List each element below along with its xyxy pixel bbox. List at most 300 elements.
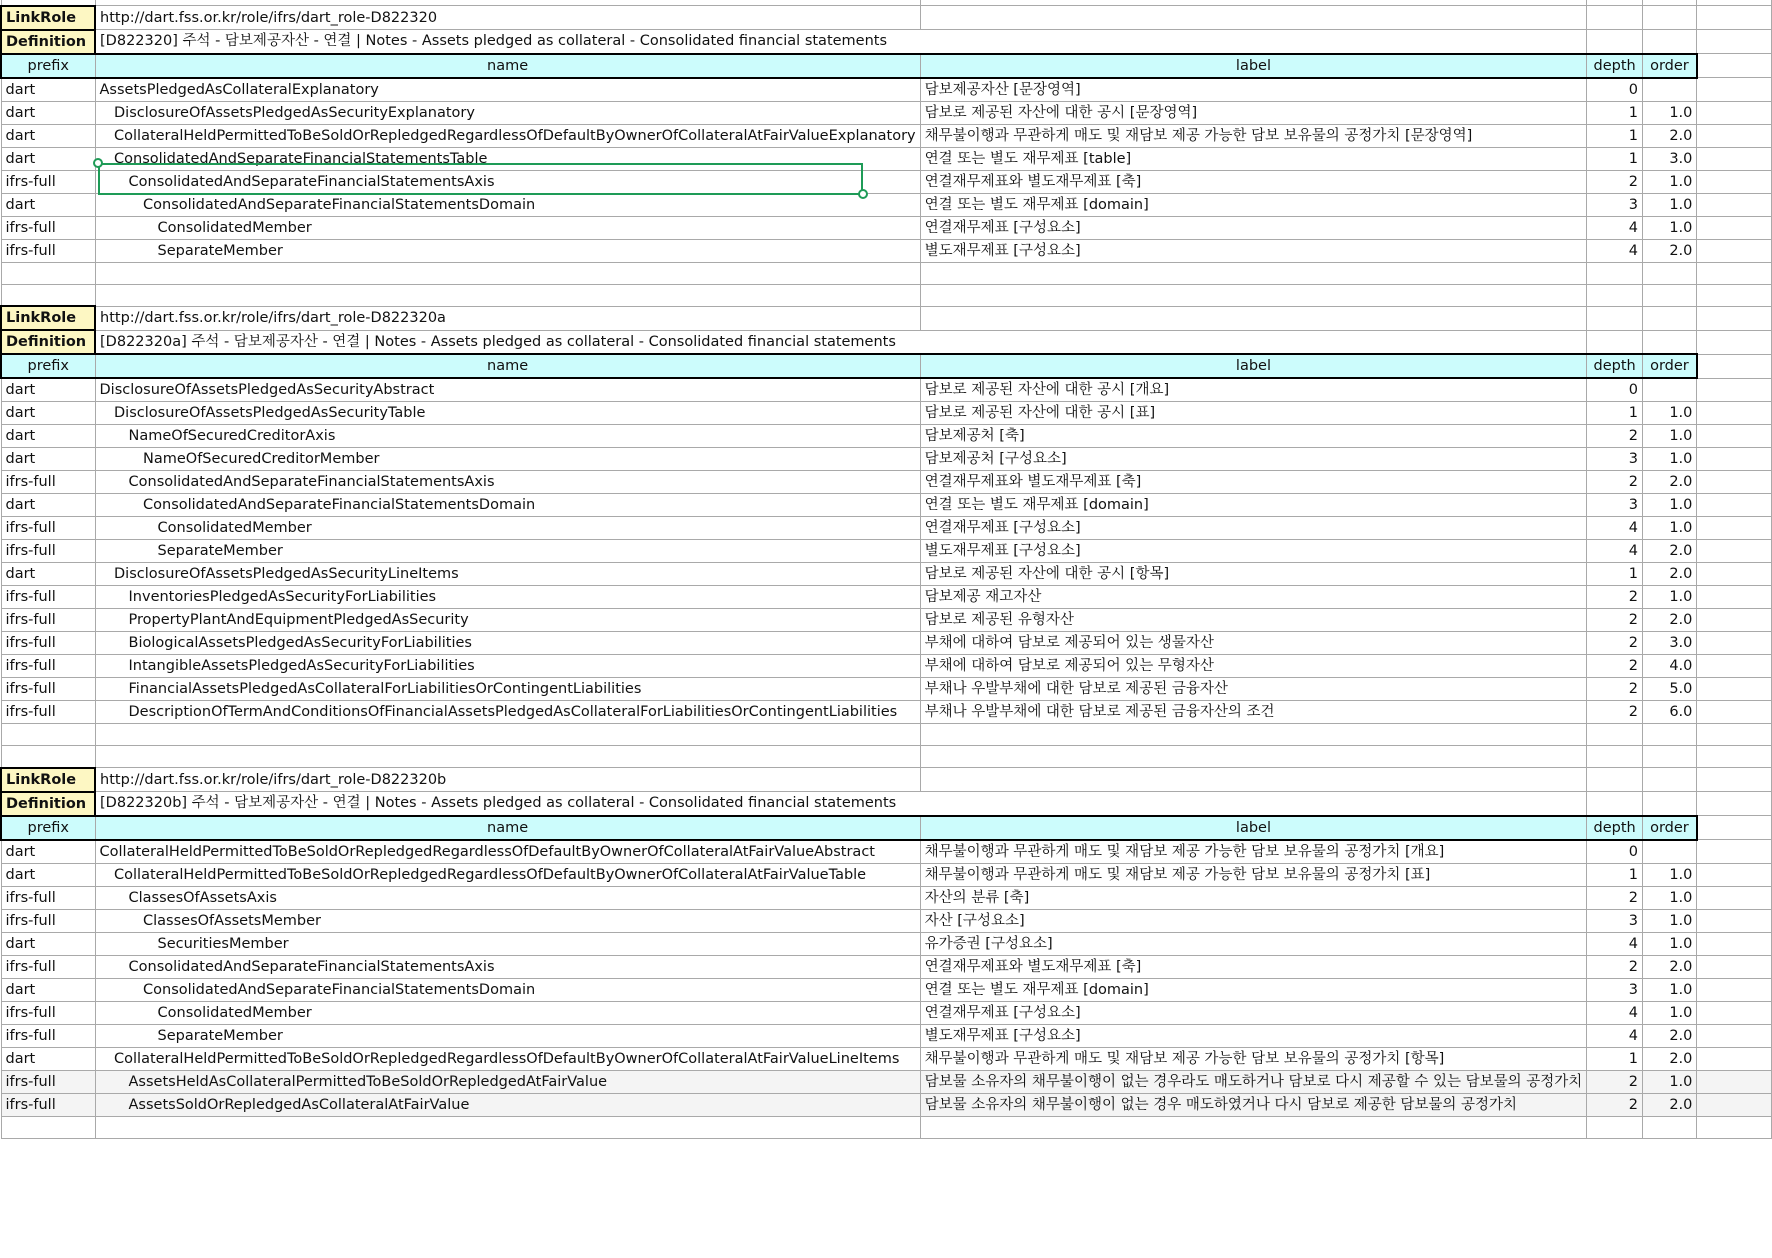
empty-cell[interactable]	[1643, 284, 1697, 306]
prefix-cell[interactable]: dart	[1, 563, 95, 586]
empty-cell[interactable]	[1697, 632, 1772, 655]
empty-cell[interactable]	[1697, 909, 1772, 932]
label-cell[interactable]: 연결재무제표 [구성요소]	[920, 517, 1587, 540]
label-cell[interactable]: 채무불이행과 무관하게 매도 및 재담보 제공 가능한 담보 보유물의 공정가치 [표]	[920, 863, 1587, 886]
empty-cell[interactable]	[1697, 1116, 1772, 1138]
depth-cell[interactable]: 4	[1587, 932, 1643, 955]
name-cell[interactable]	[95, 863, 920, 886]
empty-cell[interactable]	[920, 746, 1587, 768]
table-row[interactable]	[1, 239, 1772, 262]
label-cell[interactable]: 자산 [구성요소]	[920, 909, 1587, 932]
label-cell[interactable]: 담보제공 재고자산	[920, 586, 1587, 609]
label-cell[interactable]: 담보로 제공된 자산에 대한 공시 [표]	[920, 402, 1587, 425]
prefix-cell[interactable]: ifrs-full	[1, 540, 95, 563]
empty-cell[interactable]	[1643, 792, 1697, 816]
empty-cell[interactable]	[1697, 78, 1772, 102]
empty-cell[interactable]	[95, 262, 920, 284]
empty-cell[interactable]	[920, 306, 1587, 330]
table-row[interactable]	[1, 425, 1772, 448]
table-row[interactable]	[1, 78, 1772, 102]
name-cell[interactable]	[95, 586, 920, 609]
prefix-cell[interactable]: ifrs-full	[1, 1001, 95, 1024]
empty-cell[interactable]	[1697, 724, 1772, 746]
order-cell[interactable]: 2.0	[1643, 239, 1697, 262]
table-row[interactable]	[1, 955, 1772, 978]
depth-cell[interactable]: 3	[1587, 494, 1643, 517]
empty-cell[interactable]	[1587, 1116, 1643, 1138]
prefix-cell[interactable]: dart	[1, 124, 95, 147]
label-cell[interactable]: 담보제공자산 [문장영역]	[920, 78, 1587, 102]
empty-cell[interactable]	[1697, 863, 1772, 886]
empty-cell[interactable]	[920, 768, 1587, 792]
table-row[interactable]	[1, 1001, 1772, 1024]
empty-cell[interactable]	[1697, 448, 1772, 471]
name-cell[interactable]	[95, 563, 920, 586]
depth-cell[interactable]: 0	[1587, 840, 1643, 864]
depth-cell[interactable]: 3	[1587, 448, 1643, 471]
linkrole-value-cell[interactable]: http://dart.fss.or.kr/role/ifrs/dart_role-D822320	[95, 6, 920, 30]
empty-cell[interactable]	[1697, 378, 1772, 402]
depth-cell[interactable]: 1	[1587, 1047, 1643, 1070]
name-cell[interactable]	[95, 124, 920, 147]
table-row[interactable]	[1, 586, 1772, 609]
empty-cell[interactable]	[1697, 193, 1772, 216]
definition-key-cell[interactable]: Definition	[1, 330, 95, 354]
label-cell[interactable]: 담보로 제공된 자산에 대한 공시 [개요]	[920, 378, 1587, 402]
depth-cell[interactable]: 0	[1587, 378, 1643, 402]
table-row[interactable]	[1, 978, 1772, 1001]
empty-cell[interactable]	[1697, 840, 1772, 864]
name-cell[interactable]	[95, 701, 920, 724]
order-cell[interactable]: 1.0	[1643, 216, 1697, 239]
name-cell[interactable]	[95, 425, 920, 448]
prefix-cell[interactable]: ifrs-full	[1, 517, 95, 540]
empty-cell[interactable]	[1697, 609, 1772, 632]
depth-cell[interactable]: 1	[1587, 124, 1643, 147]
name-cell[interactable]	[95, 101, 920, 124]
depth-cell[interactable]: 1	[1587, 563, 1643, 586]
prefix-cell[interactable]: dart	[1, 378, 95, 402]
name-cell[interactable]	[95, 378, 920, 402]
name-cell[interactable]	[95, 1093, 920, 1116]
depth-cell[interactable]: 4	[1587, 216, 1643, 239]
empty-cell[interactable]	[1587, 284, 1643, 306]
label-cell[interactable]: 담보제공처 [구성요소]	[920, 448, 1587, 471]
depth-cell[interactable]: 4	[1587, 239, 1643, 262]
order-cell[interactable]: 1.0	[1643, 978, 1697, 1001]
prefix-cell[interactable]: dart	[1, 448, 95, 471]
empty-cell[interactable]	[1697, 494, 1772, 517]
empty-cell[interactable]	[1, 724, 95, 746]
table-row[interactable]	[1, 517, 1772, 540]
linkrole-value-cell[interactable]: http://dart.fss.or.kr/role/ifrs/dart_role-D822320a	[95, 306, 920, 330]
order-cell[interactable]	[1643, 840, 1697, 864]
depth-cell[interactable]: 2	[1587, 955, 1643, 978]
order-cell[interactable]: 2.0	[1643, 1047, 1697, 1070]
table-row[interactable]	[1, 471, 1772, 494]
name-cell[interactable]	[95, 170, 920, 193]
empty-cell[interactable]	[1697, 1001, 1772, 1024]
order-cell[interactable]: 2.0	[1643, 955, 1697, 978]
empty-cell[interactable]	[1697, 101, 1772, 124]
prefix-cell[interactable]: dart	[1, 193, 95, 216]
header-order[interactable]: order	[1643, 354, 1697, 378]
empty-cell[interactable]	[1697, 354, 1772, 378]
empty-cell[interactable]	[1697, 978, 1772, 1001]
empty-cell[interactable]	[1587, 306, 1643, 330]
order-cell[interactable]: 2.0	[1643, 1024, 1697, 1047]
definition-value-cell[interactable]: [D822320a] 주석 - 담보제공자산 - 연결 | Notes - Assets pledged as collateral - Consolidated financial statements	[95, 330, 1587, 354]
depth-cell[interactable]: 2	[1587, 471, 1643, 494]
selection-handle-bottom-right[interactable]	[858, 189, 868, 199]
label-cell[interactable]: 연결 또는 별도 재무제표 [domain]	[920, 193, 1587, 216]
name-cell[interactable]	[95, 540, 920, 563]
depth-cell[interactable]: 3	[1587, 193, 1643, 216]
label-cell[interactable]: 연결 또는 별도 재무제표 [domain]	[920, 494, 1587, 517]
label-cell[interactable]: 담보로 제공된 자산에 대한 공시 [문장영역]	[920, 101, 1587, 124]
label-cell[interactable]: 별도재무제표 [구성요소]	[920, 540, 1587, 563]
depth-cell[interactable]: 4	[1587, 1024, 1643, 1047]
empty-cell[interactable]	[1587, 262, 1643, 284]
empty-cell[interactable]	[1587, 746, 1643, 768]
label-cell[interactable]: 담보물 소유자의 채무불이행이 없는 경우 매도하였거나 다시 담보로 제공한 담보물의 공정가치	[920, 1093, 1587, 1116]
prefix-cell[interactable]: ifrs-full	[1, 239, 95, 262]
order-cell[interactable]: 3.0	[1643, 632, 1697, 655]
empty-cell[interactable]	[1697, 6, 1772, 30]
order-cell[interactable]: 1.0	[1643, 909, 1697, 932]
empty-cell[interactable]	[1, 1116, 95, 1138]
prefix-cell[interactable]: ifrs-full	[1, 216, 95, 239]
empty-cell[interactable]	[1697, 425, 1772, 448]
header-depth[interactable]: depth	[1587, 354, 1643, 378]
name-cell[interactable]	[95, 1001, 920, 1024]
prefix-cell[interactable]: ifrs-full	[1, 655, 95, 678]
prefix-cell[interactable]: ifrs-full	[1, 170, 95, 193]
label-cell[interactable]: 유가증권 [구성요소]	[920, 932, 1587, 955]
prefix-cell[interactable]: ifrs-full	[1, 886, 95, 909]
order-cell[interactable]: 1.0	[1643, 193, 1697, 216]
table-row[interactable]	[1, 1093, 1772, 1116]
table-row[interactable]	[1, 147, 1772, 170]
empty-cell[interactable]	[1697, 30, 1772, 54]
depth-cell[interactable]: 1	[1587, 402, 1643, 425]
header-name[interactable]: name	[95, 54, 920, 78]
table-row[interactable]	[1, 448, 1772, 471]
table-row[interactable]	[1, 170, 1772, 193]
order-cell[interactable]: 4.0	[1643, 655, 1697, 678]
table-row[interactable]	[1, 563, 1772, 586]
empty-cell[interactable]	[920, 262, 1587, 284]
prefix-cell[interactable]: dart	[1, 932, 95, 955]
table-row[interactable]	[1, 378, 1772, 402]
name-cell[interactable]	[95, 147, 920, 170]
name-cell[interactable]	[95, 471, 920, 494]
empty-cell[interactable]	[1697, 284, 1772, 306]
prefix-cell[interactable]: ifrs-full	[1, 955, 95, 978]
label-cell[interactable]: 연결재무제표 [구성요소]	[920, 1001, 1587, 1024]
depth-cell[interactable]: 2	[1587, 425, 1643, 448]
header-order[interactable]: order	[1643, 816, 1697, 840]
label-cell[interactable]: 채무불이행과 무관하게 매도 및 재담보 제공 가능한 담보 보유물의 공정가치 [문장영역]	[920, 124, 1587, 147]
name-cell[interactable]	[95, 494, 920, 517]
empty-cell[interactable]	[1643, 724, 1697, 746]
order-cell[interactable]	[1643, 378, 1697, 402]
definition-key-cell[interactable]: Definition	[1, 30, 95, 54]
empty-cell[interactable]	[1697, 124, 1772, 147]
label-cell[interactable]: 자산의 분류 [축]	[920, 886, 1587, 909]
empty-cell[interactable]	[1697, 262, 1772, 284]
depth-cell[interactable]: 1	[1587, 863, 1643, 886]
label-cell[interactable]: 담보로 제공된 자산에 대한 공시 [항목]	[920, 563, 1587, 586]
name-cell[interactable]	[95, 909, 920, 932]
order-cell[interactable]	[1643, 78, 1697, 102]
depth-cell[interactable]: 3	[1587, 978, 1643, 1001]
definition-value-cell[interactable]: [D822320] 주석 - 담보제공자산 - 연결 | Notes - Assets pledged as collateral - Consolidated financial statements	[95, 30, 1587, 54]
depth-cell[interactable]: 2	[1587, 655, 1643, 678]
order-cell[interactable]: 1.0	[1643, 448, 1697, 471]
empty-cell[interactable]	[1697, 1024, 1772, 1047]
name-cell[interactable]	[95, 78, 920, 102]
table-row[interactable]	[1, 540, 1772, 563]
prefix-cell[interactable]: dart	[1, 78, 95, 102]
empty-cell[interactable]	[1643, 6, 1697, 30]
empty-cell[interactable]	[1697, 216, 1772, 239]
table-row[interactable]	[1, 840, 1772, 864]
empty-cell[interactable]	[1697, 471, 1772, 494]
empty-cell[interactable]	[1697, 955, 1772, 978]
prefix-cell[interactable]: dart	[1, 147, 95, 170]
depth-cell[interactable]: 2	[1587, 1093, 1643, 1116]
label-cell[interactable]: 별도재무제표 [구성요소]	[920, 239, 1587, 262]
prefix-cell[interactable]: dart	[1, 1047, 95, 1070]
label-cell[interactable]: 연결 또는 별도 재무제표 [table]	[920, 147, 1587, 170]
empty-cell[interactable]	[920, 724, 1587, 746]
depth-cell[interactable]: 3	[1587, 909, 1643, 932]
order-cell[interactable]: 1.0	[1643, 402, 1697, 425]
empty-cell[interactable]	[1643, 306, 1697, 330]
name-cell[interactable]	[95, 216, 920, 239]
order-cell[interactable]: 1.0	[1643, 586, 1697, 609]
empty-cell[interactable]	[920, 284, 1587, 306]
label-cell[interactable]: 담보물 소유자의 채무불이행이 없는 경우라도 매도하거나 담보로 다시 제공할 수 있는 담보물의 공정가치	[920, 1070, 1587, 1093]
label-cell[interactable]: 채무불이행과 무관하게 매도 및 재담보 제공 가능한 담보 보유물의 공정가치 [항목]	[920, 1047, 1587, 1070]
label-cell[interactable]: 연결 또는 별도 재무제표 [domain]	[920, 978, 1587, 1001]
depth-cell[interactable]: 2	[1587, 701, 1643, 724]
empty-cell[interactable]	[1697, 886, 1772, 909]
header-label[interactable]: label	[920, 54, 1587, 78]
order-cell[interactable]: 6.0	[1643, 701, 1697, 724]
prefix-cell[interactable]: ifrs-full	[1, 701, 95, 724]
table-row[interactable]	[1, 124, 1772, 147]
prefix-cell[interactable]: dart	[1, 978, 95, 1001]
depth-cell[interactable]: 2	[1587, 1070, 1643, 1093]
empty-cell[interactable]	[1697, 147, 1772, 170]
table-row[interactable]	[1, 909, 1772, 932]
table-row[interactable]	[1, 886, 1772, 909]
empty-cell[interactable]	[1697, 517, 1772, 540]
name-cell[interactable]	[95, 978, 920, 1001]
name-cell[interactable]	[95, 955, 920, 978]
label-cell[interactable]: 담보제공처 [축]	[920, 425, 1587, 448]
depth-cell[interactable]: 2	[1587, 170, 1643, 193]
name-cell[interactable]	[95, 655, 920, 678]
label-cell[interactable]: 연결재무제표와 별도재무제표 [축]	[920, 955, 1587, 978]
empty-cell[interactable]	[1697, 655, 1772, 678]
name-cell[interactable]	[95, 609, 920, 632]
empty-cell[interactable]	[95, 724, 920, 746]
name-cell[interactable]	[95, 632, 920, 655]
table-row[interactable]	[1, 193, 1772, 216]
table-row[interactable]	[1, 494, 1772, 517]
empty-cell[interactable]	[1697, 563, 1772, 586]
label-cell[interactable]: 연결재무제표와 별도재무제표 [축]	[920, 170, 1587, 193]
table-row[interactable]	[1, 678, 1772, 701]
empty-cell[interactable]	[1697, 746, 1772, 768]
depth-cell[interactable]: 4	[1587, 1001, 1643, 1024]
empty-cell[interactable]	[1643, 330, 1697, 354]
empty-cell[interactable]	[1643, 262, 1697, 284]
label-cell[interactable]: 별도재무제표 [구성요소]	[920, 1024, 1587, 1047]
empty-cell[interactable]	[1697, 701, 1772, 724]
empty-cell[interactable]	[1697, 1047, 1772, 1070]
empty-cell[interactable]	[1587, 330, 1643, 354]
label-cell[interactable]: 부채에 대하여 담보로 제공되어 있는 무형자산	[920, 655, 1587, 678]
name-cell[interactable]	[95, 193, 920, 216]
prefix-cell[interactable]: ifrs-full	[1, 632, 95, 655]
linkrole-value-cell[interactable]: http://dart.fss.or.kr/role/ifrs/dart_role-D822320b	[95, 768, 920, 792]
linkrole-key-cell[interactable]: LinkRole	[1, 768, 95, 792]
header-prefix[interactable]: prefix	[1, 54, 95, 78]
name-cell[interactable]	[95, 1070, 920, 1093]
empty-cell[interactable]	[95, 746, 920, 768]
label-cell[interactable]: 담보로 제공된 유형자산	[920, 609, 1587, 632]
name-cell[interactable]	[95, 448, 920, 471]
header-depth[interactable]: depth	[1587, 54, 1643, 78]
order-cell[interactable]: 1.0	[1643, 863, 1697, 886]
table-row[interactable]	[1, 216, 1772, 239]
definition-key-cell[interactable]: Definition	[1, 792, 95, 816]
order-cell[interactable]: 2.0	[1643, 563, 1697, 586]
empty-cell[interactable]	[1697, 1070, 1772, 1093]
name-cell[interactable]	[95, 517, 920, 540]
depth-cell[interactable]: 2	[1587, 886, 1643, 909]
order-cell[interactable]: 1.0	[1643, 101, 1697, 124]
empty-cell[interactable]	[1697, 170, 1772, 193]
table-row[interactable]	[1, 1047, 1772, 1070]
prefix-cell[interactable]: dart	[1, 494, 95, 517]
empty-cell[interactable]	[920, 1116, 1587, 1138]
header-prefix[interactable]: prefix	[1, 354, 95, 378]
empty-cell[interactable]	[1697, 540, 1772, 563]
table-row[interactable]	[1, 101, 1772, 124]
order-cell[interactable]: 1.0	[1643, 886, 1697, 909]
prefix-cell[interactable]: dart	[1, 402, 95, 425]
label-cell[interactable]: 부채나 우발부채에 대한 담보로 제공된 금융자산의 조건	[920, 701, 1587, 724]
name-cell[interactable]	[95, 1047, 920, 1070]
linkrole-key-cell[interactable]: LinkRole	[1, 306, 95, 330]
prefix-cell[interactable]: ifrs-full	[1, 471, 95, 494]
definition-value-cell[interactable]: [D822320b] 주석 - 담보제공자산 - 연결 | Notes - Assets pledged as collateral - Consolidated financial statements	[95, 792, 1587, 816]
prefix-cell[interactable]: dart	[1, 840, 95, 864]
empty-cell[interactable]	[95, 284, 920, 306]
table-row[interactable]	[1, 1070, 1772, 1093]
depth-cell[interactable]: 0	[1587, 78, 1643, 102]
prefix-cell[interactable]: ifrs-full	[1, 678, 95, 701]
depth-cell[interactable]: 1	[1587, 147, 1643, 170]
table-row[interactable]	[1, 932, 1772, 955]
depth-cell[interactable]: 2	[1587, 586, 1643, 609]
depth-cell[interactable]: 4	[1587, 540, 1643, 563]
order-cell[interactable]: 2.0	[1643, 609, 1697, 632]
label-cell[interactable]: 연결재무제표 [구성요소]	[920, 216, 1587, 239]
label-cell[interactable]: 부채에 대하여 담보로 제공되어 있는 생물자산	[920, 632, 1587, 655]
header-label[interactable]: label	[920, 354, 1587, 378]
order-cell[interactable]: 2.0	[1643, 1093, 1697, 1116]
label-cell[interactable]: 채무불이행과 무관하게 매도 및 재담보 제공 가능한 담보 보유물의 공정가치 [개요]	[920, 840, 1587, 864]
empty-cell[interactable]	[1697, 792, 1772, 816]
label-cell[interactable]: 부채나 우발부채에 대한 담보로 제공된 금융자산	[920, 678, 1587, 701]
empty-cell[interactable]	[1697, 586, 1772, 609]
order-cell[interactable]: 2.0	[1643, 540, 1697, 563]
name-cell[interactable]	[95, 402, 920, 425]
header-depth[interactable]: depth	[1587, 816, 1643, 840]
order-cell[interactable]: 3.0	[1643, 147, 1697, 170]
order-cell[interactable]: 5.0	[1643, 678, 1697, 701]
empty-cell[interactable]	[1697, 54, 1772, 78]
name-cell[interactable]	[95, 239, 920, 262]
empty-cell[interactable]	[1587, 6, 1643, 30]
empty-cell[interactable]	[1, 284, 95, 306]
depth-cell[interactable]: 2	[1587, 632, 1643, 655]
empty-cell[interactable]	[920, 6, 1587, 30]
table-row[interactable]	[1, 609, 1772, 632]
prefix-cell[interactable]: ifrs-full	[1, 586, 95, 609]
empty-cell[interactable]	[1697, 768, 1772, 792]
empty-cell[interactable]	[1643, 30, 1697, 54]
prefix-cell[interactable]: ifrs-full	[1, 609, 95, 632]
prefix-cell[interactable]: ifrs-full	[1, 1093, 95, 1116]
empty-cell[interactable]	[1, 262, 95, 284]
prefix-cell[interactable]: ifrs-full	[1, 1024, 95, 1047]
empty-cell[interactable]	[1697, 306, 1772, 330]
order-cell[interactable]: 1.0	[1643, 170, 1697, 193]
name-cell[interactable]	[95, 840, 920, 864]
table-row[interactable]	[1, 863, 1772, 886]
header-name[interactable]: name	[95, 354, 920, 378]
empty-cell[interactable]	[1643, 746, 1697, 768]
name-cell[interactable]	[95, 932, 920, 955]
table-row[interactable]	[1, 655, 1772, 678]
empty-cell[interactable]	[1587, 768, 1643, 792]
empty-cell[interactable]	[1587, 724, 1643, 746]
prefix-cell[interactable]: dart	[1, 101, 95, 124]
header-name[interactable]: name	[95, 816, 920, 840]
order-cell[interactable]: 1.0	[1643, 494, 1697, 517]
depth-cell[interactable]: 1	[1587, 101, 1643, 124]
empty-cell[interactable]	[1697, 1093, 1772, 1116]
empty-cell[interactable]	[1697, 678, 1772, 701]
table-row[interactable]	[1, 632, 1772, 655]
empty-cell[interactable]	[1587, 792, 1643, 816]
table-row[interactable]	[1, 701, 1772, 724]
prefix-cell[interactable]: dart	[1, 863, 95, 886]
order-cell[interactable]: 2.0	[1643, 124, 1697, 147]
empty-cell[interactable]	[95, 1116, 920, 1138]
table-row[interactable]	[1, 402, 1772, 425]
empty-cell[interactable]	[1, 746, 95, 768]
header-prefix[interactable]: prefix	[1, 816, 95, 840]
empty-cell[interactable]	[1697, 239, 1772, 262]
